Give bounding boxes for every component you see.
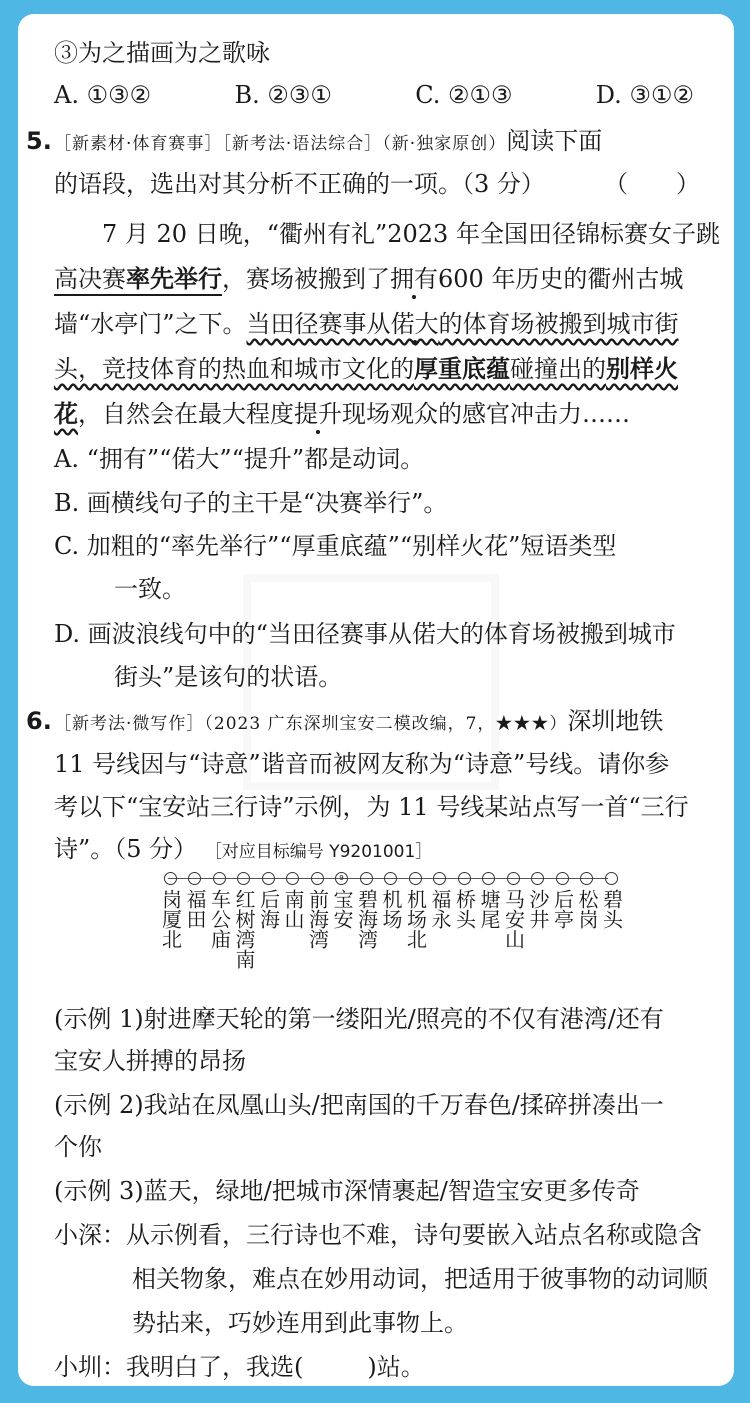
q4-item3: ③为之描画为之歌咏 xyxy=(54,39,270,67)
wavy-segment-4: 碰撞出的 xyxy=(510,355,606,383)
q6-prompt-2: 11 号线因与“诗意”谐音而被网友称为“诗意”号线。请你参 xyxy=(54,750,670,778)
q5-option-a[interactable]: A. “拥有”“偌大”“提升”都是动词。 xyxy=(54,445,425,473)
q4-option-b[interactable]: B. ②③① xyxy=(234,81,332,109)
station-18 xyxy=(599,872,623,929)
station-3 xyxy=(232,872,256,969)
station-name: 沙井 xyxy=(526,889,550,929)
station-12 xyxy=(452,872,476,929)
q6-prompt-1: 深圳地铁 xyxy=(567,707,664,735)
q5-passage-line1: 7 月 20 日晚，“衢州有礼”2023 年全国田径锦标赛女子跳 xyxy=(102,220,720,248)
q4-option-c[interactable]: C. ②①③ xyxy=(415,81,513,109)
q6-prompt-4-line xyxy=(54,832,706,869)
station-6 xyxy=(305,872,329,949)
target-ref-code: ［对应目标编号 Y9201001］ xyxy=(204,842,433,862)
q5-tag-method: ［新考法·语法综合］ xyxy=(222,134,383,154)
dotted-word-ruoda: 偌大 xyxy=(390,310,439,338)
example-2-line1: (示例 2)我站在凤凰山头/把南国的千万春色/揉碎拼凑出一 xyxy=(54,1091,664,1119)
station-2 xyxy=(207,872,231,949)
q5-passage-line4 xyxy=(54,352,706,386)
station-marker xyxy=(237,872,250,885)
wavy-segment-2: 的体育场被搬到城市街 xyxy=(438,310,679,338)
q5-number: 5. xyxy=(26,127,52,155)
xiaozhen-line xyxy=(54,1350,706,1384)
station-4 xyxy=(256,872,280,929)
example-1-line2: 宝安人拼搏的昂扬 xyxy=(54,1047,246,1075)
station-8 xyxy=(354,872,378,949)
q6-prompt-4: 诗”。（5 分） xyxy=(54,835,198,863)
station-name: 机场 xyxy=(379,889,403,929)
xiaoshen-line3: 势拈来，巧妙连用到此事物上。 xyxy=(132,1309,468,1337)
passage-text: 墙“水亭门”之下。 xyxy=(54,310,247,338)
q6-tag-source: （2023 广东深圳宝安二模改编，7，★★★） xyxy=(204,714,568,734)
xiaoshen-line1: 小深：从示例看，三行诗也不难，诗句要嵌入站点名称或隐含 xyxy=(54,1221,702,1249)
station-marker xyxy=(482,872,495,885)
passage-text: ，赛场被搬到了 xyxy=(222,265,390,293)
q5-prompt-2: 的语段，选出对其分析不正确的一项。（3 分） xyxy=(54,170,545,198)
station-name: 岗厦北 xyxy=(158,889,183,949)
xiaoshen-line2: 相关物象，难点在妙用动词，把适用于彼事物的动词顺 xyxy=(132,1265,708,1293)
station-name: 宝安 xyxy=(330,889,354,929)
station-name: 碧头 xyxy=(599,889,624,929)
wavy-segment-3: 头，竞技体育的热血和城市文化的 xyxy=(54,355,414,383)
q5-option-c-cont: 一致。 xyxy=(114,575,186,603)
xiaozhen-text-b: )站。 xyxy=(367,1353,425,1381)
q6-header xyxy=(26,704,706,741)
bold-phrase-deep: 厚重底蕴 xyxy=(414,354,510,383)
q5-passage-line2 xyxy=(54,262,706,296)
example-2-line2: 个你 xyxy=(54,1133,102,1161)
q5-tag-original: （新·独家原创） xyxy=(382,134,507,154)
q5-prompt-line2 xyxy=(54,167,706,201)
station-15 xyxy=(526,872,550,929)
station-marker xyxy=(556,872,569,885)
station-16 xyxy=(550,872,574,929)
station-marker xyxy=(286,872,299,885)
station-marker xyxy=(384,872,397,885)
q5-prompt-1: 阅读下面 xyxy=(506,127,603,155)
station-marker xyxy=(164,872,177,885)
station-marker xyxy=(311,872,324,885)
station-0 xyxy=(158,872,182,949)
station-marker xyxy=(433,872,446,885)
station-name: 桥头 xyxy=(452,889,477,929)
dotted-word-tisheng: 提升 xyxy=(294,400,342,428)
example-3: (示例 3)蓝天，绿地/把城市深情裹起/智造宝安更多传奇 xyxy=(54,1177,640,1205)
station-7 xyxy=(330,872,354,929)
station-name: 福永 xyxy=(428,889,452,929)
station-marker xyxy=(605,872,618,885)
station-marker xyxy=(531,872,544,885)
station-name: 车公庙 xyxy=(207,889,232,949)
q4-option-d[interactable]: D. ③①② xyxy=(595,81,694,109)
station-14 xyxy=(501,872,525,949)
passage-text: 600 年历史的衢州古城 xyxy=(438,265,684,293)
station-9 xyxy=(379,872,403,929)
bold-phrase-spark: 别样火 xyxy=(606,354,678,383)
bold-phrase-spark-end: 花 xyxy=(54,399,78,428)
station-17 xyxy=(575,872,599,929)
wavy-segment-1: 当田径赛事从 xyxy=(246,310,391,338)
q5-header xyxy=(26,124,706,161)
station-marker xyxy=(580,872,593,885)
station-11 xyxy=(428,872,452,929)
q5-option-c[interactable]: C. 加粗的“率先举行”“厚重底蕴”“别样火花”短语类型 xyxy=(54,532,617,560)
station-marker xyxy=(213,872,226,885)
station-name: 后亭 xyxy=(550,889,575,929)
station-name: 后海 xyxy=(256,889,281,929)
station-5 xyxy=(281,872,305,929)
station-13 xyxy=(477,872,501,929)
q4-option-a[interactable]: A. ①③② xyxy=(54,81,152,109)
metro-line-map xyxy=(158,872,624,982)
station-marker xyxy=(507,872,520,885)
station-name: 红树湾南 xyxy=(232,889,256,969)
station-name: 机场北 xyxy=(403,889,428,949)
station-marker xyxy=(188,872,201,885)
q5-option-b[interactable]: B. 画横线句子的主干是“决赛举行”。 xyxy=(54,489,448,517)
station-name: 塘尾 xyxy=(477,889,501,929)
station-marker xyxy=(409,872,422,885)
q5-option-d[interactable]: D. 画波浪线句中的“当田径赛事从偌大的体育场被搬到城市 xyxy=(54,620,676,648)
station-10 xyxy=(403,872,427,949)
q5-answer-paren[interactable]: （ ） xyxy=(604,170,700,198)
station-marker: 9 xyxy=(335,872,348,885)
station-name: 福田 xyxy=(183,889,207,929)
station-name: 南山 xyxy=(281,889,305,929)
dotted-word-yongyou: 拥有 xyxy=(390,265,438,293)
station-name: 马安山 xyxy=(501,889,526,949)
q6-prompt-3: 考以下“宝安站三行诗”示例，为 11 号线某站点写一首“三行 xyxy=(54,793,689,821)
station-name: 松岗 xyxy=(575,889,599,929)
station-1 xyxy=(183,872,207,929)
q6-number: 6. xyxy=(26,707,52,735)
q5-tag-material: ［新素材·体育赛事］ xyxy=(54,134,223,154)
station-marker xyxy=(458,872,471,885)
station-marker xyxy=(262,872,275,885)
q4-options xyxy=(54,78,694,112)
underline-segment-1: 高决赛 xyxy=(54,265,126,296)
station-name: 前海湾 xyxy=(305,889,330,949)
example-1-line1: (示例 1)射进摩天轮的第一缕阳光/照亮的不仅有港湾/还有 xyxy=(54,1005,664,1033)
q6-tag-method: ［新考法·微写作］ xyxy=(54,714,205,734)
worksheet-page xyxy=(18,14,734,1386)
station-marker xyxy=(360,872,373,885)
q5-passage-line5 xyxy=(54,397,706,431)
bold-phrase-leading: 率先举行 xyxy=(126,264,222,296)
q5-option-d-cont: 街头”是该句的状语。 xyxy=(114,663,343,691)
passage-text: 现场观众的感官冲击力…… xyxy=(342,400,630,428)
passage-text: ，自然会在最大程度 xyxy=(78,400,294,428)
xiaozhen-text-a: 小圳：我明白了，我选( xyxy=(54,1353,304,1381)
q5-passage-line3 xyxy=(54,307,706,341)
station-name: 碧海湾 xyxy=(354,889,379,949)
